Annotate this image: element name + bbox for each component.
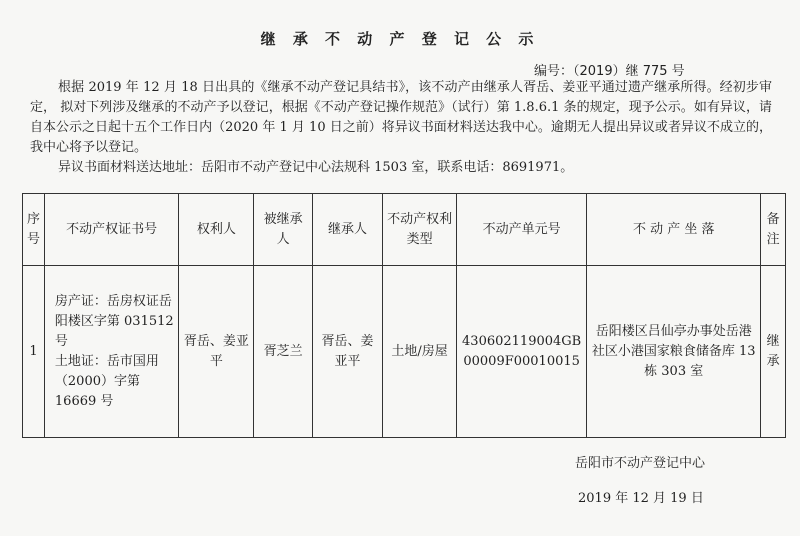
header-cert: 不动产权证书号 [44, 194, 178, 266]
header-location: 不 动 产 坐 落 [587, 194, 761, 266]
notice-body [30, 78, 772, 178]
cert-house: 房产证：岳房权证岳阳楼区字第 031512 号 [54, 293, 174, 349]
header-remark: 备注 [761, 194, 786, 266]
header-heir: 继承人 [312, 194, 382, 266]
cell-holder: 胥岳、姜亚平 [179, 266, 254, 438]
header-holder: 权利人 [179, 194, 254, 266]
cell-unit-no: 430602119004GB00009F00010015 [457, 266, 587, 438]
signature-date: 2019 年 12 月 19 日 [578, 491, 704, 506]
cell-heir: 胥岳、姜亚平 [312, 266, 382, 438]
signature-org: 岳阳市不动产登记中心 [575, 456, 706, 471]
cell-decedent: 胥芝兰 [254, 266, 312, 438]
header-right-type: 不动产权利类型 [383, 194, 457, 266]
header-seq: 序号 [23, 194, 45, 266]
cert-land: 土地证：岳市国用（2000）字第 16669 号 [54, 353, 159, 409]
cell-remark: 继承 [761, 266, 786, 438]
notice-title: 继 承 不 动 产 登 记 公 示 [260, 30, 540, 48]
cell-seq: 1 [23, 266, 45, 438]
document-number: 编号：（2019）继 775 号 [534, 64, 685, 79]
table-row [23, 266, 786, 438]
cell-right-type: 土地/房屋 [383, 266, 457, 438]
notice-paragraph-address: 异议书面材料送达地址：岳阳市不动产登记中心法规科 1503 室，联系电话：8691971。 [58, 160, 574, 175]
header-unit-no: 不动产单元号 [457, 194, 587, 266]
table-header-row [23, 194, 786, 266]
notice-paragraph-main: 根据 2019 年 12 月 18 日出具的《继承不动产登记具结书》，该不动产由继承人胥岳、姜亚平通过遗产继承所得。经初步审定， 拟对下列涉及继承的不动产予以登记，根据《不动产登记操作规范》（试行）第 1.8.6.1 条的规定，现予公示。如有异议，请自本公示之日起十五个工作日内（2020 年 1 月 10 日之前）将异议书面材料送达我中心。逾期无人提出异议或者异议不成立的，我中心将予以登记。 [30, 80, 772, 155]
cell-location: 岳阳楼区吕仙亭办事处岳港社区小港国家粮食储备库 13 栋 303 室 [587, 266, 761, 438]
header-decedent: 被继承人 [254, 194, 312, 266]
registration-table [22, 193, 786, 438]
cell-cert [44, 266, 178, 438]
